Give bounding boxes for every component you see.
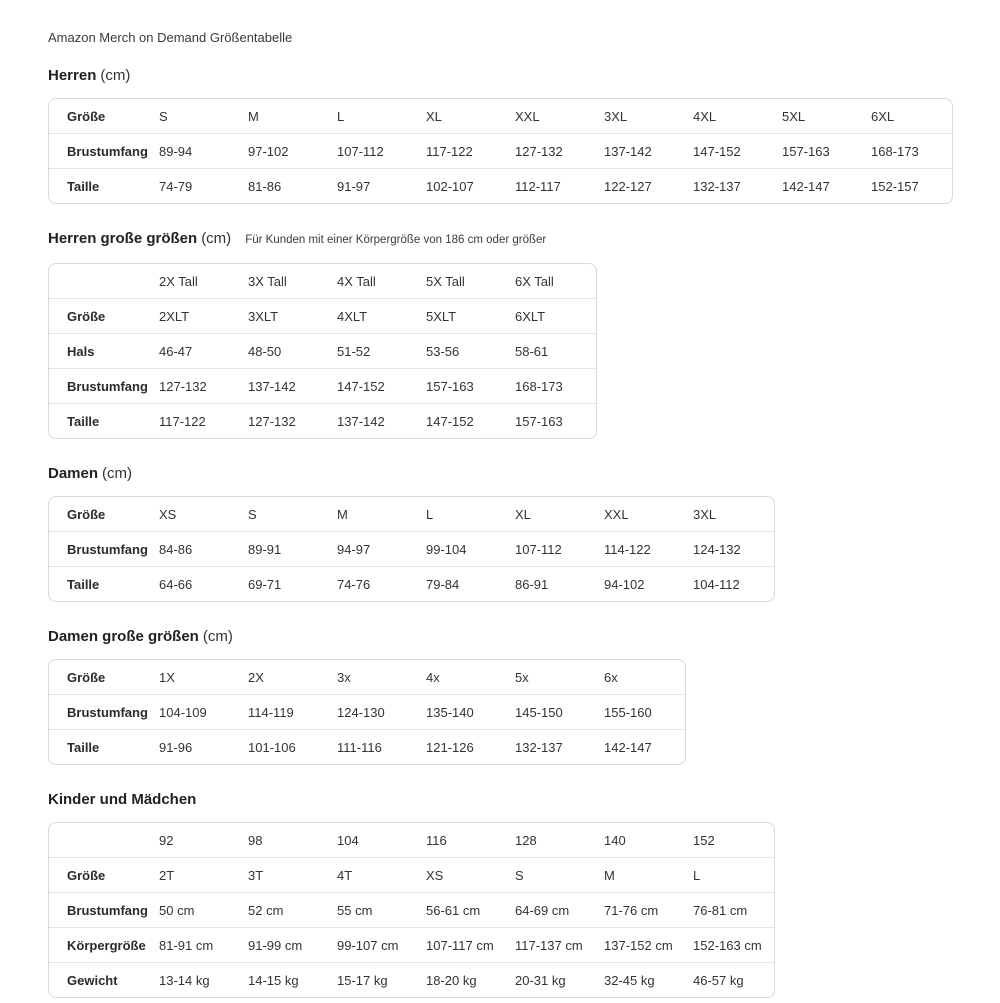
table-cell: 107-112 xyxy=(515,541,562,557)
table-cell: 102-107 xyxy=(426,178,474,194)
table-row xyxy=(49,333,596,368)
table-cell: 4XLT xyxy=(337,308,368,324)
row-label: Taille xyxy=(67,178,100,194)
table-cell: 6XL xyxy=(871,108,895,124)
table-cell: 6x xyxy=(604,669,618,685)
table-row xyxy=(49,368,596,403)
table-cell: 58-61 xyxy=(515,343,549,359)
table-cell: 152-163 cm xyxy=(693,937,762,953)
section-heading-note: Für Kunden mit einer Körpergröße von 186 cm oder größer xyxy=(245,234,547,246)
section-heading-unit: (cm) xyxy=(201,230,232,247)
row-label: Größe xyxy=(67,506,106,522)
table-cell: 92 xyxy=(159,832,174,848)
table-cell: 152 xyxy=(693,832,715,848)
herren-size-table xyxy=(48,98,953,204)
section-heading-text: Herren xyxy=(48,67,97,84)
table-row xyxy=(49,264,596,298)
section-kinder-und-maedchen xyxy=(48,790,960,1003)
table-cell: 4X Tall xyxy=(337,273,376,289)
table-cell: 46-47 xyxy=(159,343,193,359)
table-cell: 94-102 xyxy=(604,576,645,592)
table-cell: 48-50 xyxy=(248,343,282,359)
table-cell: 135-140 xyxy=(426,704,474,720)
table-cell: 81-91 cm xyxy=(159,937,214,953)
damen-grosse-groessen-size-table xyxy=(48,659,686,765)
table-cell: 74-79 xyxy=(159,178,193,194)
table-cell: 117-122 xyxy=(426,143,473,159)
table-cell: 3XLT xyxy=(248,308,279,324)
row-label: Brustumfang xyxy=(67,902,148,918)
section-heading-unit: (cm) xyxy=(102,465,133,482)
table-cell: 14-15 kg xyxy=(248,972,299,988)
table-cell: XS xyxy=(426,867,444,883)
table-cell: S xyxy=(248,506,257,522)
table-row xyxy=(49,823,774,857)
section-heading-damen-grosse-groessen xyxy=(48,627,960,646)
table-cell: 128 xyxy=(515,832,537,848)
table-cell: 5XLT xyxy=(426,308,457,324)
table-cell: 3T xyxy=(248,867,264,883)
row-label: Brustumfang xyxy=(67,143,148,159)
table-cell: 111-116 xyxy=(337,739,382,755)
section-heading-damen xyxy=(48,464,960,483)
table-cell: 127-132 xyxy=(248,413,296,429)
table-cell: 52 cm xyxy=(248,902,284,918)
table-cell: M xyxy=(604,867,615,883)
table-cell: 64-69 cm xyxy=(515,902,570,918)
table-cell: 99-104 xyxy=(426,541,467,557)
table-cell: 107-112 xyxy=(337,143,384,159)
table-cell: 127-132 xyxy=(159,378,207,394)
section-heading-unit: (cm) xyxy=(100,67,131,84)
table-cell: 114-119 xyxy=(248,704,294,720)
table-cell: 89-91 xyxy=(248,541,282,557)
table-row xyxy=(49,962,774,997)
table-cell: 4XL xyxy=(693,108,717,124)
table-row xyxy=(49,497,774,531)
section-heading-text: Kinder und Mädchen xyxy=(48,791,197,808)
table-cell: 137-142 xyxy=(337,413,385,429)
table-cell: 157-163 xyxy=(515,413,563,429)
table-row xyxy=(49,892,774,927)
row-label: Taille xyxy=(67,413,100,429)
table-cell: XXL xyxy=(515,108,540,124)
kinder-und-maedchen-size-table xyxy=(48,822,775,998)
table-cell: XL xyxy=(426,108,442,124)
table-row xyxy=(49,660,685,694)
table-row xyxy=(49,99,952,133)
row-label: Taille xyxy=(67,576,100,592)
table-cell: 117-137 cm xyxy=(515,937,583,953)
table-cell: 79-84 xyxy=(426,576,460,592)
table-cell: 140 xyxy=(604,832,626,848)
table-cell: 1X xyxy=(159,669,175,685)
table-cell: 137-142 xyxy=(604,143,652,159)
table-cell: 2XLT xyxy=(159,308,190,324)
table-cell: 71-76 cm xyxy=(604,902,659,918)
table-cell: 6XLT xyxy=(515,308,546,324)
page-title: Amazon Merch on Demand Größentabelle xyxy=(48,30,293,45)
table-cell: 98 xyxy=(248,832,263,848)
table-cell: L xyxy=(693,867,701,883)
table-row xyxy=(49,531,774,566)
table-cell: 99-107 cm xyxy=(337,937,399,953)
section-heading-kinder-und-maedchen xyxy=(48,790,960,809)
table-cell: 5x xyxy=(515,669,529,685)
table-cell: 91-97 xyxy=(337,178,371,194)
row-label: Brustumfang xyxy=(67,378,148,394)
table-cell: 147-152 xyxy=(426,413,474,429)
table-cell: 89-94 xyxy=(159,143,193,159)
section-heading-herren xyxy=(48,66,960,85)
table-cell: 5X Tall xyxy=(426,273,465,289)
row-label: Brustumfang xyxy=(67,541,148,557)
row-label: Hals xyxy=(67,343,95,359)
section-heading-text: Herren große größen xyxy=(48,230,198,247)
table-cell: 4x xyxy=(426,669,440,685)
table-cell: 152-157 xyxy=(871,178,919,194)
row-label: Größe xyxy=(67,867,106,883)
table-cell: 55 cm xyxy=(337,902,373,918)
table-cell: 56-61 cm xyxy=(426,902,481,918)
table-cell: 3XL xyxy=(693,506,717,522)
table-cell: 107-117 cm xyxy=(426,937,494,953)
table-cell: M xyxy=(248,108,259,124)
row-label: Gewicht xyxy=(67,972,118,988)
table-cell: 74-76 xyxy=(337,576,371,592)
table-cell: 5XL xyxy=(782,108,806,124)
table-cell: S xyxy=(159,108,168,124)
section-damen-grosse-groessen xyxy=(48,627,960,770)
table-cell: 53-56 xyxy=(426,343,460,359)
table-cell: 13-14 kg xyxy=(159,972,210,988)
table-cell: 6X Tall xyxy=(515,273,554,289)
table-cell: 157-163 xyxy=(426,378,474,394)
table-cell: 142-147 xyxy=(782,178,830,194)
table-cell: 155-160 xyxy=(604,704,652,720)
section-heading-text: Damen xyxy=(48,465,99,482)
table-cell: 91-96 xyxy=(159,739,193,755)
table-cell: M xyxy=(337,506,348,522)
table-row xyxy=(49,694,685,729)
table-cell: XXL xyxy=(604,506,629,522)
table-row xyxy=(49,927,774,962)
section-herren xyxy=(48,66,960,209)
table-row xyxy=(49,298,596,333)
table-cell: 147-152 xyxy=(337,378,385,394)
table-cell: 137-142 xyxy=(248,378,296,394)
table-cell: L xyxy=(426,506,434,522)
table-cell: 114-122 xyxy=(604,541,651,557)
table-cell: 168-173 xyxy=(515,378,563,394)
table-cell: L xyxy=(337,108,345,124)
table-row xyxy=(49,857,774,892)
section-heading-text: Damen große größen xyxy=(48,628,199,645)
row-label: Größe xyxy=(67,308,106,324)
table-row xyxy=(49,566,774,601)
table-cell: 20-31 kg xyxy=(515,972,566,988)
table-cell: 3X Tall xyxy=(248,273,287,289)
row-label: Taille xyxy=(67,739,100,755)
table-cell: 91-99 cm xyxy=(248,937,303,953)
table-cell: 3x xyxy=(337,669,351,685)
table-cell: 124-130 xyxy=(337,704,385,720)
row-label: Größe xyxy=(67,108,106,124)
table-row xyxy=(49,729,685,764)
table-cell: 132-137 xyxy=(693,178,741,194)
table-cell: 2X xyxy=(248,669,264,685)
table-cell: 51-52 xyxy=(337,343,371,359)
table-cell: 168-173 xyxy=(871,143,919,159)
table-cell: 32-45 kg xyxy=(604,972,655,988)
table-cell: 116 xyxy=(426,832,447,848)
table-cell: 124-132 xyxy=(693,541,741,557)
table-cell: 145-150 xyxy=(515,704,563,720)
table-cell: 94-97 xyxy=(337,541,371,557)
table-cell: 122-127 xyxy=(604,178,652,194)
table-cell: 142-147 xyxy=(604,739,652,755)
damen-size-table xyxy=(48,496,775,602)
section-heading-unit: (cm) xyxy=(202,628,233,645)
table-cell: 69-71 xyxy=(248,576,282,592)
table-cell: 104-109 xyxy=(159,704,207,720)
row-label: Brustumfang xyxy=(67,704,148,720)
table-cell: 127-132 xyxy=(515,143,563,159)
table-cell: 50 cm xyxy=(159,902,195,918)
table-cell: 101-106 xyxy=(248,739,296,755)
table-cell: 3XL xyxy=(604,108,628,124)
table-cell: 104-112 xyxy=(693,576,740,592)
table-cell: 2T xyxy=(159,867,175,883)
section-damen xyxy=(48,464,960,607)
table-cell: 46-57 kg xyxy=(693,972,744,988)
table-cell: 121-126 xyxy=(426,739,474,755)
section-herren-grosse-groessen xyxy=(48,229,960,444)
table-cell: 132-137 xyxy=(515,739,563,755)
table-cell: 137-152 cm xyxy=(604,937,673,953)
table-row xyxy=(49,403,596,438)
table-cell: 97-102 xyxy=(248,143,289,159)
table-cell: 157-163 xyxy=(782,143,830,159)
table-cell: 147-152 xyxy=(693,143,741,159)
table-cell: 76-81 cm xyxy=(693,902,748,918)
table-cell: XL xyxy=(515,506,531,522)
section-heading-herren-grosse-groessen xyxy=(48,229,960,250)
row-label: Körpergröße xyxy=(67,937,146,953)
table-cell: 15-17 kg xyxy=(337,972,388,988)
herren-grosse-groessen-size-table xyxy=(48,263,597,439)
table-cell: 64-66 xyxy=(159,576,193,592)
table-cell: 4T xyxy=(337,867,353,883)
table-cell: 18-20 kg xyxy=(426,972,477,988)
table-cell: 84-86 xyxy=(159,541,193,557)
table-cell: XS xyxy=(159,506,177,522)
table-cell: 86-91 xyxy=(515,576,549,592)
table-cell: 2X Tall xyxy=(159,273,198,289)
table-cell: 117-122 xyxy=(159,413,206,429)
table-row xyxy=(49,168,952,203)
table-cell: S xyxy=(515,867,524,883)
row-label: Größe xyxy=(67,669,106,685)
table-cell: 112-117 xyxy=(515,178,561,194)
table-cell: 81-86 xyxy=(248,178,282,194)
table-row xyxy=(49,133,952,168)
table-cell: 104 xyxy=(337,832,359,848)
